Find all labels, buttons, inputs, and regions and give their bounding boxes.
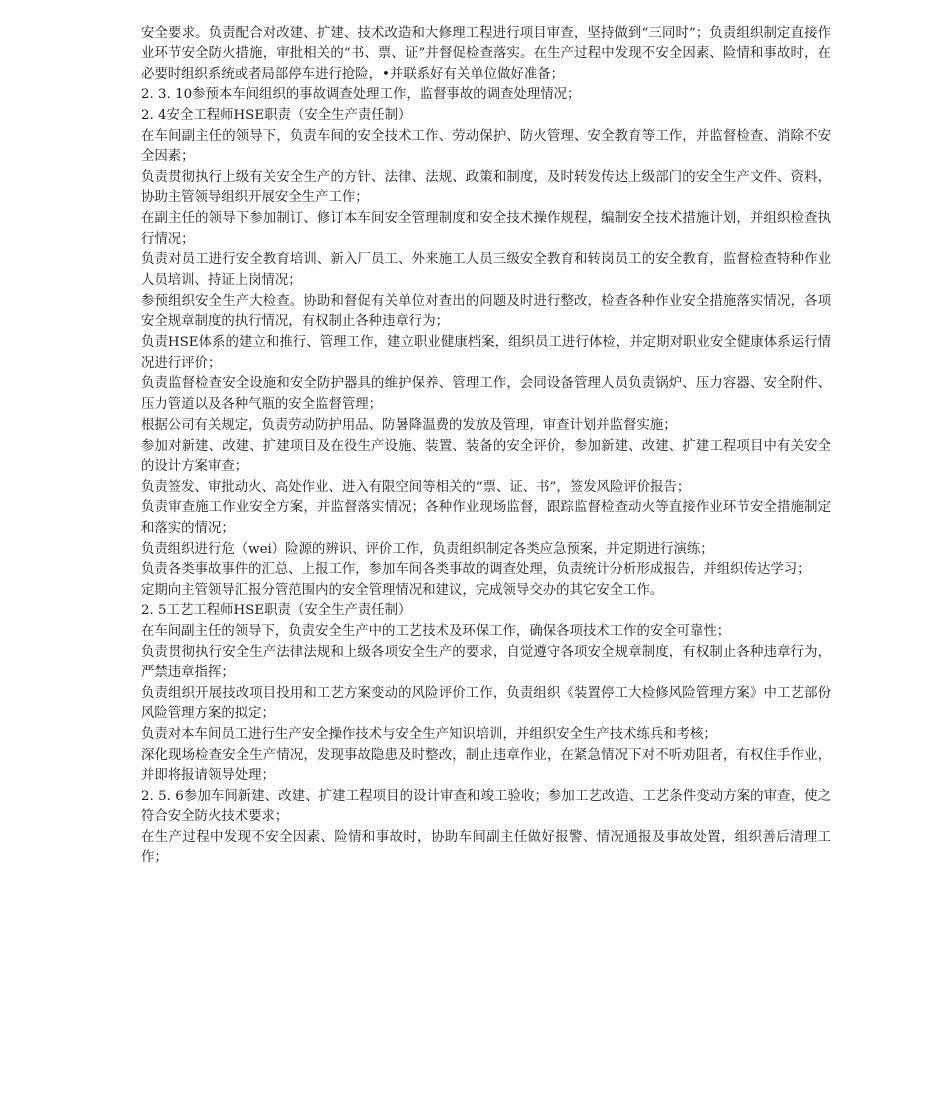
paragraph-item: 定期向主管领导汇报分管范围内的安全管理情况和建议，完成领导交办的其它安全工作。	[141, 582, 664, 598]
paragraph-item: 负责各类事故事件的汇总、上报工作，参加车间各类事故的调查处理，负责统计分析形成报告，并组织传达学习；	[141, 562, 811, 578]
paragraph-item: 负责贯彻执行安全生产法律法规和上级各项安全生产的要求，自觉遵守各项安全规章制度，有权制止各种违章行为，严禁违章指挥；	[141, 644, 831, 681]
paragraph-safety-requirements: 安全要求。负责配合对改建、扩建、技术改造和大修理工程进行项目审查，坚持做到“三同时”；负责组织制定直接作业环节安全防火措施，审批相关的“书、票、证”并督促检查落实。在生产过程中发现不安全因素、险情和事故时，在必要时组织系统或者局部停车进行抢险，•并联系好有关单位做好准备；	[141, 26, 831, 82]
paragraph-item: 参加对新建、改建、扩建项目及在役生产设施、装置、装备的安全评价，参加新建、改建、扩建工程项目中有关安全的设计方案审查；	[141, 438, 831, 475]
paragraph-item: 负责对员工进行安全教育培训、新入厂员工、外来施工人员三级安全教育和转岗员工的安全教育，监督检查特种作业人员培训、持证上岗情况；	[141, 252, 831, 288]
section-heading-2-5: 2. 5工艺工程师HSE职责（安全生产责任制）	[141, 603, 412, 619]
paragraph-item: 负责监督检查安全设施和安全防护器具的维护保养、管理工作，会同设备管理人员负责锅炉、压力容器、安全附件、压力管道以及各种气瓶的安全监督管理；	[141, 376, 831, 412]
paragraph-item: 深化现场检查安全生产情况，发现事故隐患及时整改，制止违章作业，在紧急情况下对不听劝阻者，有权住手作业，并即将报请领导处理；	[141, 747, 831, 784]
paragraph-item: 负责对本车间员工进行生产安全操作技术与安全生产知识培训，并组织安全生产技术练兵和考核；	[141, 727, 717, 743]
clause-2-5-6: 2. 5. 6参加车间新建、改建、扩建工程项目的设计审查和竣工验收；参加工艺改造、工艺条件变动方案的审查，使之符合安全防火技术要求；	[141, 788, 831, 824]
paragraph-item: 负责签发、审批动火、高处作业、进入有限空间等相关的“票、证、书”，签发风险评价报告；	[141, 479, 691, 495]
document-page	[141, 24, 831, 869]
paragraph-item: 在车间副主任的领导下，负责安全生产中的工艺技术及环保工作，确保各项技术工作的安全可靠性；	[141, 624, 731, 640]
paragraph-item: 负责贯彻执行上级有关安全生产的方针、法律、法规、政策和制度，及时转发传达上级部门的安全生产文件、资料，协助主管领导组织开展安全生产工作；	[141, 169, 831, 206]
paragraph-item: 负责HSE体系的建立和推行、管理工作，建立职业健康档案，组织员工进行体检，并定期对职业安全健康体系运行情况进行评价；	[141, 335, 831, 371]
paragraph-item: 负责组织进行危（wei）险源的辨识、评价工作，负责组织制定各类应急预案，并定期进行演练；	[141, 541, 714, 557]
paragraph-item: 负责审查施工作业安全方案，并监督落实情况；各种作业现场监督，跟踪监督检查动火等直接作业环节安全措施制定和落实的情况；	[141, 500, 831, 536]
paragraph-item: 根据公司有关规定，负责劳动防护用品、防暑降温费的发放及管理，审查计划并监督实施；	[141, 417, 677, 433]
paragraph-item: 在车间副主任的领导下，负责车间的安全技术工作、劳动保护、防火管理、安全教育等工作，并监督检查、消除不安全因素；	[141, 128, 831, 164]
paragraph-item: 参预组织安全生产大检查。协助和督促有关单位对查出的问题及时进行整改，检查各种作业安全措施落实情况，各项安全规章制度的执行情况，有权制止各种违章行为；	[141, 293, 831, 330]
section-heading-2-4: 2. 4安全工程师HSE职责（安全生产责任制）	[141, 107, 412, 123]
paragraph-item: 负责组织开展技改项目投用和工艺方案变动的风险评价工作，负责组织《装置停工大检修风险管理方案》中工艺部份风险管理方案的拟定；	[141, 686, 831, 722]
paragraph-item: 在副主任的领导下参加制订、修订本车间安全管理制度和安全技术操作规程，编制安全技术措施计划，并组织检查执行情况；	[141, 211, 831, 247]
paragraph-item: 在生产过程中发现不安全因素、险情和事故时，协助车间副主任做好报警、情况通报及事故处置，组织善后清理工作；	[141, 829, 831, 866]
clause-2-3-10: 2. 3. 10参预本车间组织的事故调查处理工作，监督事故的调查处理情况；	[141, 87, 581, 103]
